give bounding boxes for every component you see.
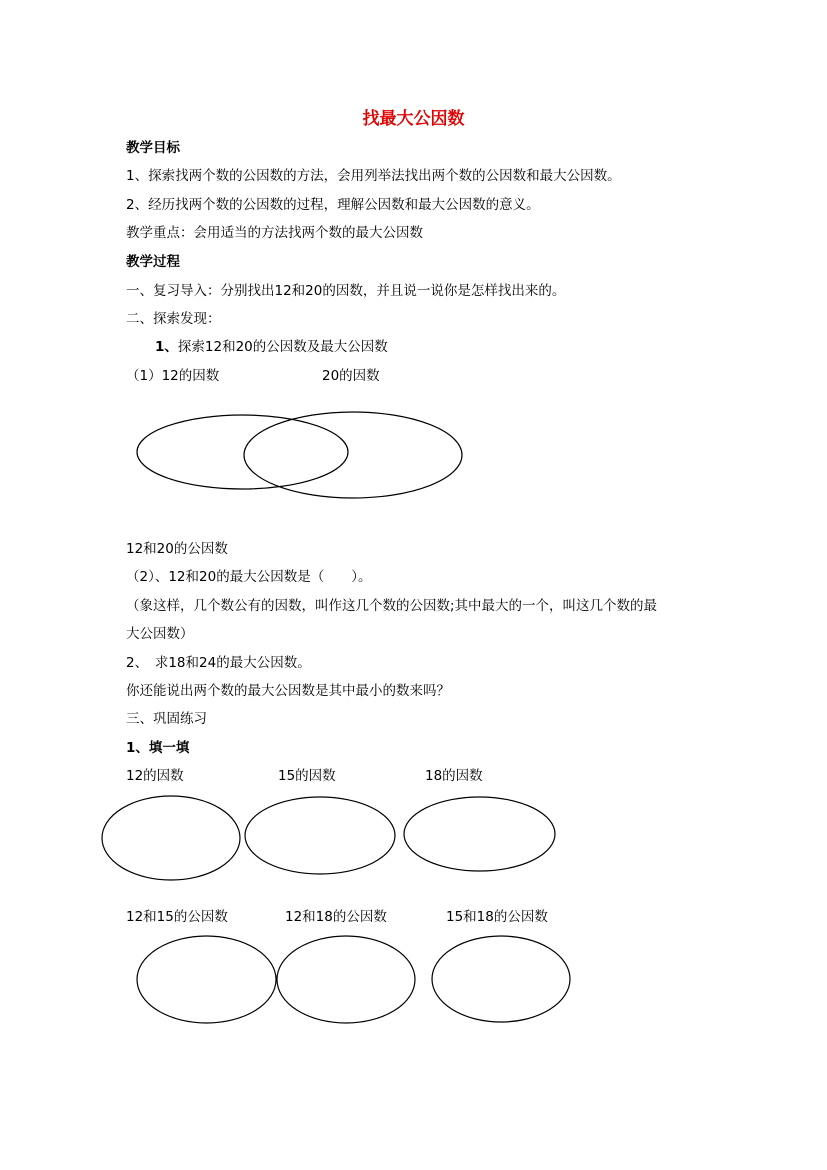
label-12-factors-exercise: 12的因数 bbox=[126, 768, 184, 784]
document-title: 找最大公因数 bbox=[362, 109, 465, 129]
label-12-factors: （1）12的因数 bbox=[126, 368, 220, 384]
goal-1: 1、探索找两个数的公因数的方法，会用列举法找出两个数的公因数和最大公因数。 bbox=[126, 168, 621, 184]
oval-18-factors[interactable] bbox=[404, 797, 555, 871]
venn-20-factors-oval[interactable] bbox=[244, 412, 462, 498]
oval-12-factors[interactable] bbox=[102, 796, 240, 880]
oval-15-factors[interactable] bbox=[245, 797, 395, 874]
goals-heading: 教学目标 bbox=[126, 140, 180, 156]
venn-12-factors-oval[interactable] bbox=[137, 415, 348, 489]
oval-common-15-18[interactable] bbox=[432, 936, 570, 1022]
fill-heading: 1、填一填 bbox=[126, 740, 190, 756]
label-common-12-15: 12和15的公因数 bbox=[126, 909, 228, 925]
label-20-factors: 20的因数 bbox=[322, 368, 380, 384]
explore-2: 2、 求18和24的最大公因数。 bbox=[126, 655, 311, 671]
goal-2: 2、经历找两个数的公因数的过程，理解公因数和最大公因数的意义。 bbox=[126, 197, 540, 213]
question-smallest: 你还能说出两个数的最大公因数是其中最小的数来吗？ bbox=[126, 683, 450, 699]
step-3: 三、巩固练习 bbox=[126, 711, 207, 727]
oval-common-12-15[interactable] bbox=[137, 936, 276, 1023]
explore-1-number: 1、 bbox=[155, 339, 178, 355]
key-point: 教学重点：会用适当的方法找两个数的最大公因数 bbox=[126, 225, 423, 241]
label-common-15-18: 15和18的公因数 bbox=[446, 909, 548, 925]
question-2: （2）、12和20的最大公因数是（ ）。 bbox=[126, 569, 372, 585]
definition-note-line-1: （象这样，几个数公有的因数，叫作这几个数的公因数;其中最大的一个，叫这几个数的最 bbox=[126, 598, 658, 614]
label-common-12-18: 12和18的公因数 bbox=[285, 909, 387, 925]
definition-note-line-2: 大公因数） bbox=[126, 626, 194, 642]
label-15-factors-exercise: 15的因数 bbox=[278, 768, 336, 784]
label-18-factors-exercise: 18的因数 bbox=[425, 768, 483, 784]
process-heading: 教学过程 bbox=[126, 254, 180, 270]
explore-1-text: 探索12和20的公因数及最大公因数 bbox=[177, 339, 388, 355]
common-12-20-label: 12和20的公因数 bbox=[126, 541, 228, 557]
oval-common-12-18[interactable] bbox=[277, 936, 415, 1023]
step-2: 二、探索发现： bbox=[126, 311, 221, 327]
step-1: 一、复习导入：分别找出12和20的因数，并且说一说你是怎样找出来的。 bbox=[126, 283, 566, 299]
